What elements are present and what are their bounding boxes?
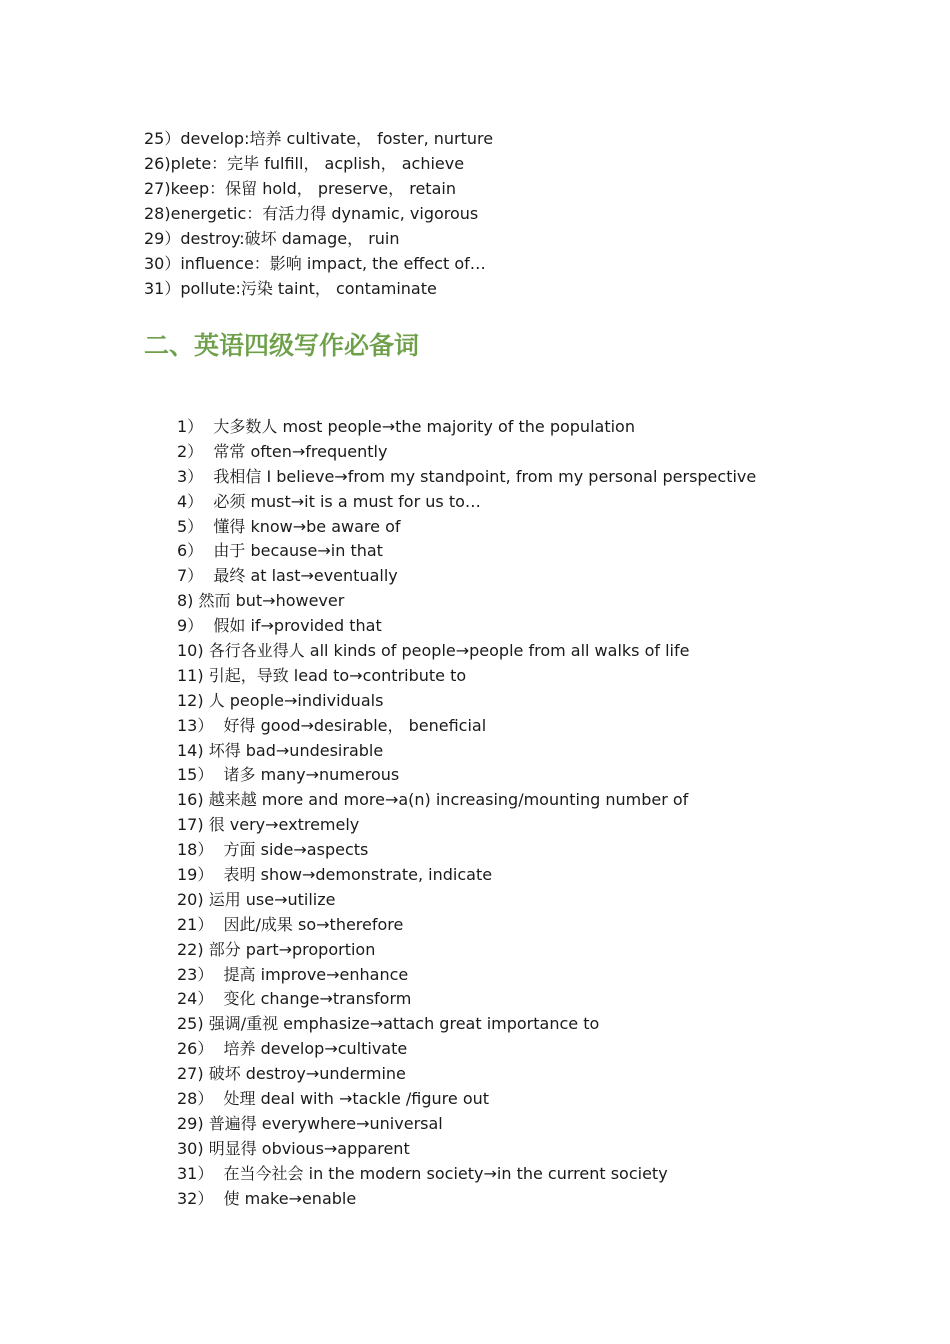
list-item: 8) 然而 but→however <box>177 591 345 611</box>
list-item: 26） 培养 develop→cultivate <box>177 1039 408 1059</box>
list-item: 14) 坏得 bad→undesirable <box>177 740 384 760</box>
list-item: 15） 诸多 many→numerous <box>177 765 400 785</box>
list-item: 11) 引起，导致 lead to→contribute to <box>177 665 467 685</box>
list-item: 32） 使 make→enable <box>177 1188 357 1208</box>
list-item: 24） 变化 change→transform <box>177 989 412 1009</box>
list-item: 26)plete：完毕 fulfill， acplish， achieve <box>144 154 465 173</box>
list-item: 1） 大多数人 most people→the majority of the population <box>177 417 635 436</box>
list-item: 5） 懂得 know→be aware of <box>177 516 401 536</box>
list-item: 10) 各行各业得人 all kinds of people→people from all walks of life <box>177 641 690 661</box>
list-item: 29) 普遍得 everywhere→universal <box>177 1113 443 1133</box>
list-item: 27)keep：保留 hold， preserve， retain <box>144 179 456 198</box>
list-item: 13） 好得 good→desirable， beneficial <box>177 715 487 735</box>
list-item: 6） 由于 because→in that <box>177 541 383 561</box>
list-item: 30) 明显得 obvious→apparent <box>177 1138 410 1158</box>
list-item: 4） 必须 must→it is a must for us to… <box>177 491 481 511</box>
list-item: 20) 运用 use→utilize <box>177 889 336 909</box>
list-item: 31）pollute:污染 taint， contaminate <box>144 279 437 298</box>
list-item: 23） 提高 improve→enhance <box>177 964 409 984</box>
list-item: 21） 因此/成果 so→therefore <box>177 914 404 934</box>
list-item: 31） 在当今社会 in the modern society→in the current society <box>177 1163 668 1183</box>
list-item: 28） 处理 deal with →tackle /figure out <box>177 1089 490 1109</box>
list-item: 28)energetic：有活力得 dynamic, vigorous <box>144 204 479 223</box>
list-item: 17) 很 very→extremely <box>177 815 360 835</box>
list-item: 30）influence：影响 impact, the effect of… <box>144 254 486 273</box>
list-item: 18） 方面 side→aspects <box>177 840 369 860</box>
list-item: 12) 人 people→individuals <box>177 690 384 710</box>
list-item: 27) 破坏 destroy→undermine <box>177 1064 406 1084</box>
list-item: 29）destroy:破坏 damage， ruin <box>144 229 400 248</box>
list-item: 3） 我相信 I believe→from my standpoint, from my personal perspective <box>177 466 757 486</box>
list-item: 25) 强调/重视 emphasize→attach great importance to <box>177 1014 600 1034</box>
list-item: 9） 假如 if→provided that <box>177 616 382 636</box>
list-item: 19） 表明 show→demonstrate, indicate <box>177 865 493 885</box>
list-item: 25）develop:培养 cultivate， foster, nurture <box>144 129 494 148</box>
list-item: 2） 常常 often→frequently <box>177 441 388 461</box>
list-item: 7） 最终 at last→eventually <box>177 566 398 586</box>
list-item: 22) 部分 part→proportion <box>177 939 376 959</box>
writing-vocab-list <box>177 415 756 1212</box>
vocab-list-continued <box>144 126 493 301</box>
list-item: 16) 越来越 more and more→a(n) increasing/mounting number of <box>177 790 689 810</box>
section-heading: 二、英语四级写作必备词 <box>144 331 420 360</box>
